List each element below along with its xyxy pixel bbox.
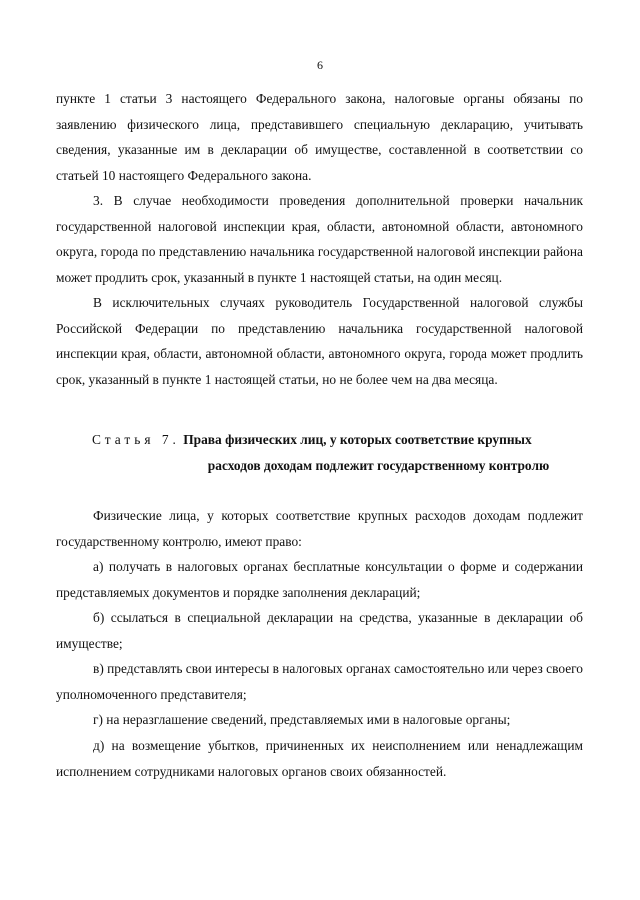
page-number: 6 (317, 58, 323, 72)
article-title-line-2: расходов доходам подлежит государственному контролю (207, 457, 550, 473)
article-title-line-1: Права физических лиц, у которых соответствие крупных (183, 432, 532, 447)
paragraph-exceptional-cases: В исключительных случаях руководитель Государственной налоговой службы Российской Федерации по представлению начальника государственной налоговой инспекции края, области, автономной области, автономного округа, города может продлить срок, указанный в пункте 1 настоящей статьи, но не более чем на два месяца. (56, 295, 583, 387)
paragraph-right-a: а) получать в налоговых органах бесплатные консультации о форме и содержании представляемых документов и порядке заполнения деклараций; (56, 559, 583, 600)
paragraph-item-3: 3. В случае необходимости проведения дополнительной проверки начальник государственной налоговой инспекции края, области, автономной области, автономного округа, города по представлению начальника государственной налоговой инспекции района может продлить срок, указанный в пункте 1 настоящей статьи, на один месяц. (56, 193, 583, 285)
paragraph-continuation: пункте 1 статьи 3 настоящего Федерального закона, налоговые органы обязаны по заявлению физического лица, представившего специальную декларацию, учитывать сведения, указанные им в декларации об имуществе, составленной в соответствии со статьей 10 настоящего Федерального закона. (56, 91, 583, 183)
paragraph-right-v: в) представлять свои интересы в налоговых органах самостоятельно или через своего уполномоченного представителя; (56, 661, 583, 702)
article-heading (56, 427, 583, 478)
paragraph-right-g: г) на неразглашение сведений, представляемых ими в налоговые органы; (93, 712, 511, 727)
paragraph-rights-intro: Физические лица, у которых соответствие крупных расходов доходам подлежит государственному контролю, имеют право: (56, 508, 583, 549)
article-label: Статья 7. (92, 432, 180, 447)
paragraph-right-d: д) на возмещение убытков, причиненных их неисполнением или ненадлежащим исполнением сотрудниками налоговых органов своих обязанностей. (56, 738, 583, 779)
paragraph-right-b: б) ссылаться в специальной декларации на средства, указанные в декларации об имуществе; (56, 610, 583, 651)
